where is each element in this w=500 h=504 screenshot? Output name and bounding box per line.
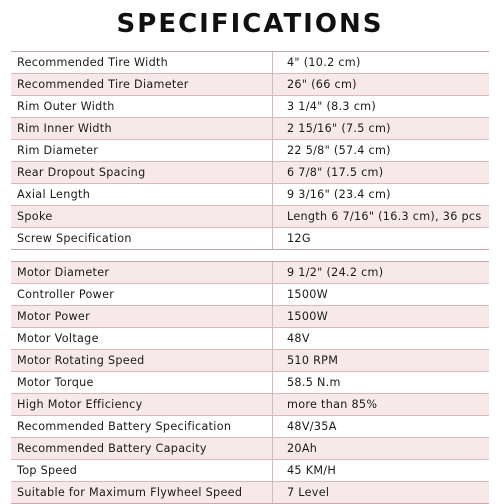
row-label: Motor Torque bbox=[11, 372, 273, 393]
row-label: Rim Diameter bbox=[11, 140, 273, 161]
row-value: 9 3/16" (23.4 cm) bbox=[287, 188, 391, 201]
table-row bbox=[11, 162, 489, 184]
page-title: SPECIFICATIONS bbox=[116, 9, 384, 39]
table-row bbox=[11, 96, 489, 118]
row-value: 510 RPM bbox=[287, 354, 339, 367]
row-value: 20Ah bbox=[287, 442, 318, 455]
row-label: Rim Outer Width bbox=[11, 96, 273, 117]
table-row bbox=[11, 460, 489, 482]
row-label: Controller Power bbox=[11, 284, 273, 305]
row-label: Recommended Battery Capacity bbox=[11, 438, 273, 459]
table-row bbox=[11, 416, 489, 438]
row-value: more than 85% bbox=[287, 398, 378, 411]
table-row bbox=[11, 284, 489, 306]
table-row bbox=[11, 372, 489, 394]
row-label: Recommended Battery Specification bbox=[11, 416, 273, 437]
table-row bbox=[11, 262, 489, 284]
row-value: 7 Level bbox=[287, 486, 330, 499]
table-row bbox=[11, 74, 489, 96]
row-label: Motor Rotating Speed bbox=[11, 350, 273, 371]
row-value: 48V bbox=[287, 332, 310, 345]
row-label: Motor Voltage bbox=[11, 328, 273, 349]
table-row bbox=[11, 306, 489, 328]
table-row bbox=[11, 350, 489, 372]
table-row bbox=[11, 394, 489, 416]
table-row bbox=[11, 206, 489, 228]
row-label: Recommended Tire Width bbox=[11, 52, 273, 73]
row-value: 48V/35A bbox=[287, 420, 337, 433]
row-label: Spoke bbox=[11, 206, 273, 227]
row-value: 6 7/8" (17.5 cm) bbox=[287, 166, 384, 179]
row-label: Top Speed bbox=[11, 460, 273, 481]
row-value: 45 KM/H bbox=[287, 464, 337, 477]
row-label: Rim Inner Width bbox=[11, 118, 273, 139]
spec-table-wheel bbox=[11, 51, 489, 250]
table-row bbox=[11, 184, 489, 206]
row-label: Rear Dropout Spacing bbox=[11, 162, 273, 183]
row-value: 2 15/16" (7.5 cm) bbox=[287, 122, 391, 135]
table-row bbox=[11, 228, 489, 249]
row-label: Axial Length bbox=[11, 184, 273, 205]
row-label: Suitable for Maximum Flywheel Speed bbox=[11, 482, 273, 503]
row-value: 3 1/4" (8.3 cm) bbox=[287, 100, 377, 113]
table-row bbox=[11, 438, 489, 460]
row-value: 12G bbox=[287, 232, 311, 245]
row-value: 58.5 N.m bbox=[287, 376, 341, 389]
row-value: 26" (66 cm) bbox=[287, 78, 357, 91]
row-label: Motor Diameter bbox=[11, 262, 273, 283]
spec-table-motor bbox=[11, 261, 489, 504]
row-label: Recommended Tire Diameter bbox=[11, 74, 273, 95]
row-value: Length 6 7/16" (16.3 cm), 36 pcs bbox=[287, 210, 482, 223]
table-row bbox=[11, 328, 489, 350]
row-value: 4" (10.2 cm) bbox=[287, 56, 361, 69]
row-value: 1500W bbox=[287, 310, 329, 323]
row-label: Screw Specification bbox=[11, 228, 273, 249]
row-label: Motor Power bbox=[11, 306, 273, 327]
table-row bbox=[11, 118, 489, 140]
table-row bbox=[11, 52, 489, 74]
row-value: 9 1/2" (24.2 cm) bbox=[287, 266, 384, 279]
row-value: 22 5/8" (57.4 cm) bbox=[287, 144, 391, 157]
table-row bbox=[11, 140, 489, 162]
row-label: High Motor Efficiency bbox=[11, 394, 273, 415]
row-value: 1500W bbox=[287, 288, 329, 301]
